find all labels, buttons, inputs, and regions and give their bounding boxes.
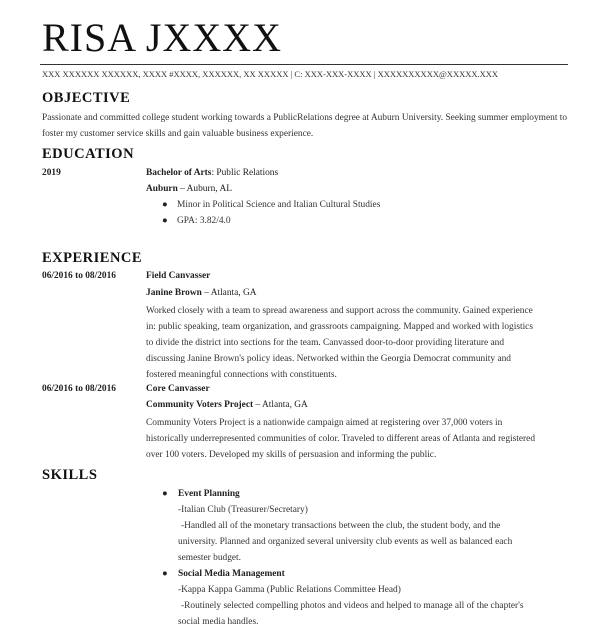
job-description-line: over 100 voters. Developed my skills of persuasion and informing the public. bbox=[146, 450, 437, 460]
job-description bbox=[146, 415, 568, 463]
education-bullet: Minor in Political Science and Italian Cultural Studies bbox=[177, 200, 381, 210]
skill-line: social media handles. bbox=[178, 617, 259, 627]
skill-line: semester budget. bbox=[178, 553, 242, 563]
education-bullet: GPA: 3.82/4.0 bbox=[177, 216, 231, 226]
objective-heading: OBJECTIVE bbox=[42, 90, 131, 106]
skill-title: Social Media Management bbox=[178, 569, 285, 579]
job-title: Core Canvasser bbox=[146, 384, 210, 394]
skill-line: -Italian Club (Treasurer/Secretary) bbox=[178, 505, 308, 515]
skill-line: university. Planned and organized several university club events as well as balanced each bbox=[178, 537, 513, 547]
school-name: Auburn bbox=[146, 184, 178, 194]
applicant-name: RISA JXXXX bbox=[42, 15, 283, 60]
job-description bbox=[146, 303, 568, 383]
degree-label: Bachelor of Arts bbox=[146, 168, 212, 178]
job-description-line: Worked closely with a team to spread awareness and support across the community. Gained experience bbox=[146, 306, 533, 316]
job-description-line: Community Voters Project is a nationwide campaign aimed at registering over 37,000 voters in bbox=[146, 418, 503, 428]
degree-line bbox=[146, 168, 278, 178]
contact-line: XXX XXXXXX XXXXXX, XXXX #XXXX, XXXXXX, XX XXXXX | C: XXX-XXX-XXXX | XXXXXXXXXX@XXXXX.XXX bbox=[42, 69, 499, 79]
bullet-icon: ● bbox=[162, 489, 168, 499]
job-location: Atlanta, GA bbox=[261, 400, 308, 410]
education-heading: EDUCATION bbox=[42, 146, 135, 162]
header-divider bbox=[40, 64, 568, 65]
bullet-icon: ● bbox=[162, 216, 168, 226]
job-dates: 06/2016 to 08/2016 bbox=[42, 384, 116, 394]
degree-field: : Public Relations bbox=[211, 168, 279, 178]
skill-line: -Handled all of the monetary transactions between the club, the student body, and the bbox=[181, 521, 501, 531]
skill-line: -Routinely selected compelling photos and videos and helped to manage all of the chapter's bbox=[181, 601, 524, 611]
job-description-line: historically underrepresented communities of color. Traveled to different areas of Atlanta and registered bbox=[146, 434, 536, 444]
education-year: 2019 bbox=[42, 168, 61, 178]
job-title: Field Canvasser bbox=[146, 271, 211, 281]
job-employer-line: Community Voters Project – Atlanta, GA bbox=[146, 400, 308, 410]
skills-heading: SKILLS bbox=[42, 467, 98, 483]
job-description-line: to divide the district into sections for the team. Canvassed door-to-door providing literature and bbox=[146, 338, 505, 348]
job-employer-line: Janine Brown – Atlanta, GA bbox=[146, 288, 257, 298]
job-description-line: fostered meaningful connections with constituents. bbox=[146, 370, 337, 380]
job-dates: 06/2016 to 08/2016 bbox=[42, 271, 116, 281]
bullet-icon: ● bbox=[162, 569, 168, 579]
job-location: Atlanta, GA bbox=[210, 288, 257, 298]
bullet-icon: ● bbox=[162, 200, 168, 210]
skill-title: Event Planning bbox=[178, 489, 240, 499]
job-description-line: discussing Janine Brown's policy ideas. Networked within the Georgia Democrat community and bbox=[146, 354, 511, 364]
school-location: Auburn, AL bbox=[186, 184, 232, 194]
job-employer: Janine Brown bbox=[146, 288, 202, 298]
objective-text: Passionate and committed college student working towards a PublicRelations degree at Auburn University. Seeking summer employment to foster my customer service skills and gain valuable business experience. bbox=[42, 113, 568, 139]
experience-heading: EXPERIENCE bbox=[42, 250, 143, 266]
job-employer: Community Voters Project bbox=[146, 400, 254, 410]
school-line: Auburn – Auburn, AL bbox=[146, 184, 232, 194]
skill-line: -Kappa Kappa Gamma (Public Relations Committee Head) bbox=[178, 585, 401, 595]
job-description-line: in: public speaking, team organization, and grassroots campaigning. Mapped and worked with logistics bbox=[146, 322, 533, 332]
